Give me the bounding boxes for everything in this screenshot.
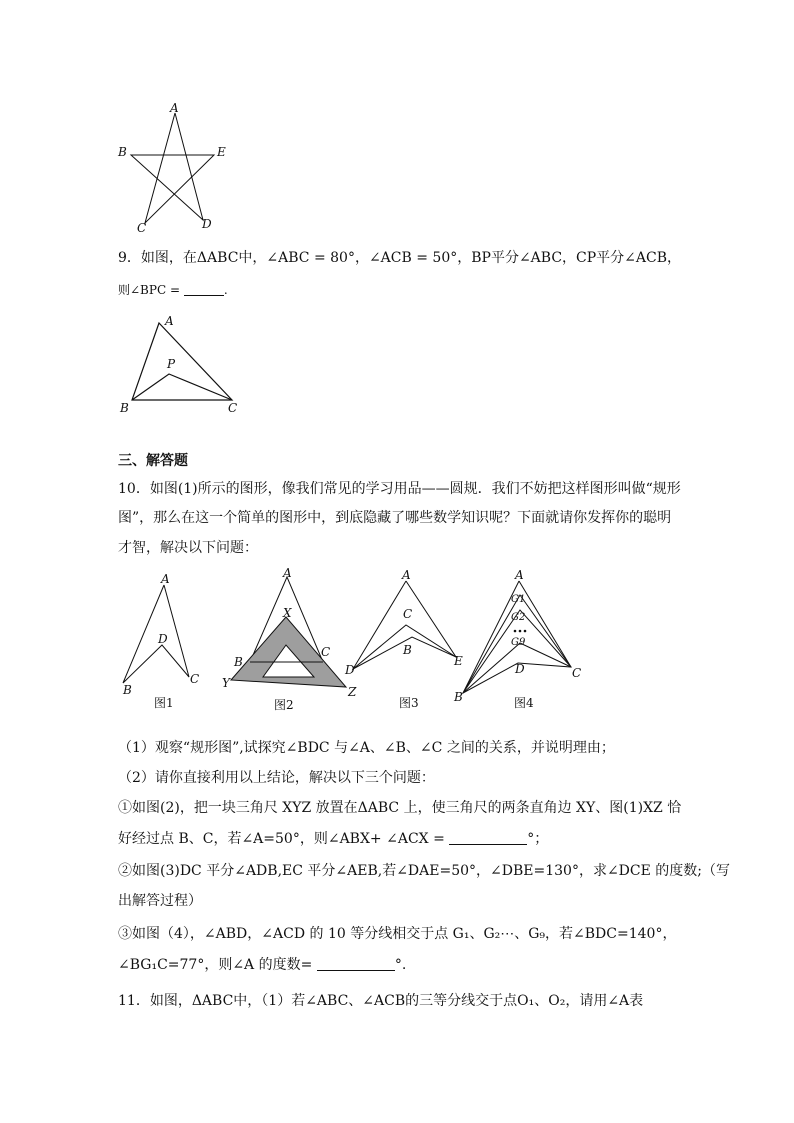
star-label-b: B [118, 145, 127, 159]
q10-sub1-line2-suffix: °； [527, 831, 549, 847]
q10-part2: （2）请你直接利用以上结论，解决以下三个问题： [118, 770, 435, 786]
fig1-label-d: D [158, 632, 168, 646]
fig4-label-d: D [515, 662, 525, 676]
fig4-label-b: B [454, 690, 463, 704]
q9-line1 [118, 248, 681, 268]
figure-1 [122, 572, 199, 710]
q9-text: 如图，在ΔABC中，∠ABC = 80°，∠ACB = 50°，BP平分∠ABC，CP平分∠ACB， [140, 250, 682, 266]
fig2-label-y: Y [222, 676, 230, 690]
q10-line3: 才智，解决以下问题： [118, 540, 258, 556]
fig2-label-a: A [283, 566, 292, 580]
q10-line1: 10．如图(1)所示的图形，像我们常见的学习用品——圆规．我们不妨把这样图形叫做“规形 [118, 481, 681, 497]
fig4-label-c: C [572, 666, 582, 680]
q9-label-a: A [165, 314, 174, 328]
q10-sub1-line2-prefix: 好经过点 B、C，若∠A=50°，则∠ABX+ ∠ACX = [118, 831, 445, 847]
fig4-caption: 图4 [514, 696, 534, 710]
fig1-caption: 图1 [154, 696, 174, 710]
fig2-label-c: C [321, 645, 331, 659]
q10-sub1-answer-blank [449, 830, 527, 845]
q10-sub1-line2 [118, 829, 548, 849]
fig4-label-a: A [515, 568, 524, 582]
fig2-label-z: Z [348, 685, 357, 699]
fig3-label-a: A [402, 568, 411, 582]
fig1-label-a: A [161, 572, 170, 586]
q10-line2: 图”，那么在这一个简单的图形中，到底隐藏了哪些数学知识呢？下面就请你发挥你的聪明 [118, 510, 672, 526]
q10-sub1-line1: ①如图(2)，把一块三角尺 XYZ 放置在ΔABC 上，使三角尺的两条直角边 XY、图(1)XZ 恰 [118, 800, 682, 816]
star-label-c: C [137, 221, 147, 235]
figure-2 [222, 566, 357, 712]
fig1-label-b: B [123, 683, 132, 697]
q10-part1: （1）观察“规形图”,试探究∠BDC 与∠A、∠B、∠C 之间的关系，并说明理由； [118, 740, 615, 756]
q10-sub3-line2-suffix: °. [394, 957, 407, 973]
section-title: 三、解答题 [118, 453, 188, 469]
fig3-label-d: D [345, 663, 355, 677]
star-label-d: D [202, 217, 212, 231]
q9-label-p: P [167, 357, 176, 371]
star-label-e: E [217, 145, 226, 159]
fig2-label-b: B [234, 655, 243, 669]
fig3-label-e: E [454, 654, 463, 668]
figure-4 [453, 568, 581, 710]
fig4-label-g2: G2 [511, 612, 526, 623]
fig3-label-c: C [403, 607, 413, 621]
fig4-label-g9: G9 [511, 637, 526, 648]
q10-sub2-line1: ②如图(3)DC 平分∠ADB,EC 平分∠AEB,若∠DAE=50°，∠DBE=130°，求∠DCE 的度数;（写 [118, 863, 730, 879]
q9-number: 9． [118, 250, 141, 266]
q10-sub2-line2: 出解答过程） [118, 893, 202, 909]
q10-figures [110, 565, 610, 715]
q11-line1: 11．如图，ΔABC中，（1）若∠ABC、∠ACB的三等分线交于点O₁、O₂，请用∠A表 [118, 993, 644, 1009]
q9-label-c: C [228, 401, 238, 415]
fig3-caption: 图3 [399, 696, 419, 710]
star-figure [110, 100, 240, 235]
fig2-caption: 图2 [274, 698, 294, 712]
q10-sub3-line1: ③如图（4），∠ABD，∠ACD 的 10 等分线相交于点 G₁、G₂⋯、G₉，若∠BDC=140°， [118, 926, 677, 942]
q10-sub3-line2-prefix: ∠BG₁C=77°，则∠A 的度数= [118, 957, 313, 973]
fig2-label-x: X [283, 606, 292, 620]
q9-line2 [118, 280, 228, 300]
q9-triangle-figure [112, 308, 252, 418]
q9-answer-blank [184, 281, 224, 296]
fig3-label-b: B [403, 643, 412, 657]
star-label-a: A [170, 101, 179, 115]
fig4-label-g1: G1 [511, 594, 526, 605]
q9-line2-prefix: 则∠BPC = [118, 283, 180, 297]
q9-line2-suffix: . [223, 283, 228, 297]
fig1-label-c: C [190, 672, 200, 686]
figure-3 [344, 568, 463, 710]
q10-sub3-line2 [118, 955, 406, 975]
q10-sub3-answer-blank [317, 956, 395, 971]
q9-label-b: B [120, 401, 129, 415]
